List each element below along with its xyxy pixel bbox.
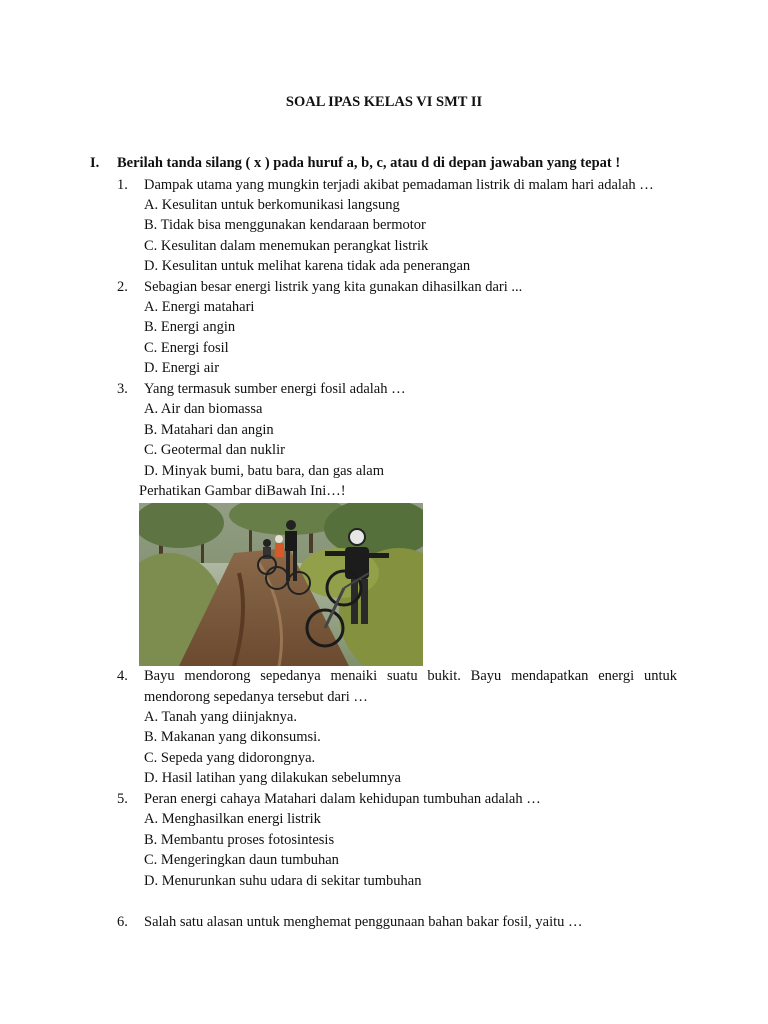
option-1c: C. Kesulitan dalam menemukan perangkat listrik [144, 238, 429, 254]
question-6 [117, 912, 677, 933]
page-title: SOAL IPAS KELAS VI SMT II [285, 94, 483, 110]
option-3c: C. Geotermal dan nuklir [144, 442, 285, 458]
question-text: Dampak utama yang mungkin terjadi akibat pemadaman listrik di malam hari adalah … [144, 177, 654, 193]
question-number: 3. [117, 381, 128, 397]
question-number: 4. [117, 668, 128, 684]
option-5b: B. Membantu proses fotosintesis [144, 832, 335, 848]
option-3b: B. Matahari dan angin [144, 422, 274, 438]
question-2 [117, 277, 677, 298]
option-2c: C. Energi fosil [144, 340, 229, 356]
section-number: I. [90, 155, 100, 171]
option-1a: A. Kesulitan untuk berkomunikasi langsung [144, 197, 400, 213]
question-text: Yang termasuk sumber energi fosil adalah … [144, 381, 406, 397]
option-3a: A. Air dan biomassa [144, 401, 263, 417]
option-4a: A. Tanah yang diinjaknya. [144, 709, 297, 725]
option-5d: D. Menurunkan suhu udara di sekitar tumbuhan [144, 873, 422, 889]
question-4 [117, 666, 677, 707]
option-2a: A. Energi matahari [144, 299, 255, 315]
question-text: Salah satu alasan untuk menghemat penggunaan bahan bakar fosil, yaitu … [144, 914, 583, 930]
section-instruction: Berilah tanda silang ( x ) pada huruf a, b, c, atau d di depan jawaban yang tepat ! [117, 155, 621, 171]
question-number: 6. [117, 914, 128, 930]
question-text: Sebagian besar energi listrik yang kita gunakan dihasilkan dari ... [144, 279, 523, 295]
option-1d: D. Kesulitan untuk melihat karena tidak ada penerangan [144, 258, 471, 274]
option-2b: B. Energi angin [144, 319, 236, 335]
picture-note: Perhatikan Gambar diBawah Ini…! [139, 483, 346, 499]
option-3d: D. Minyak bumi, batu bara, dan gas alam [144, 463, 384, 479]
question-number: 2. [117, 279, 128, 295]
cyclists-photo [139, 503, 423, 666]
option-5c: C. Mengeringkan daun tumbuhan [144, 852, 339, 868]
question-number: 1. [117, 177, 128, 193]
question-5 [117, 789, 677, 810]
option-2d: D. Energi air [144, 360, 220, 376]
option-5a: A. Menghasilkan energi listrik [144, 811, 321, 827]
question-1 [117, 175, 677, 196]
option-4b: B. Makanan yang dikonsumsi. [144, 729, 321, 745]
question-text: Bayu mendorong sepedanya menaiki suatu bukit. Bayu mendapatkan energi untuk mendorong sepedanya tersebut dari … [144, 668, 677, 705]
question-text: Peran energi cahaya Matahari dalam kehidupan tumbuhan adalah … [144, 791, 541, 807]
option-1b: B. Tidak bisa menggunakan kendaraan bermotor [144, 217, 426, 233]
option-4c: C. Sepeda yang didorongnya. [144, 750, 316, 766]
option-4d: D. Hasil latihan yang dilakukan sebelumnya [144, 770, 401, 786]
question-3 [117, 379, 677, 400]
question-number: 5. [117, 791, 128, 807]
